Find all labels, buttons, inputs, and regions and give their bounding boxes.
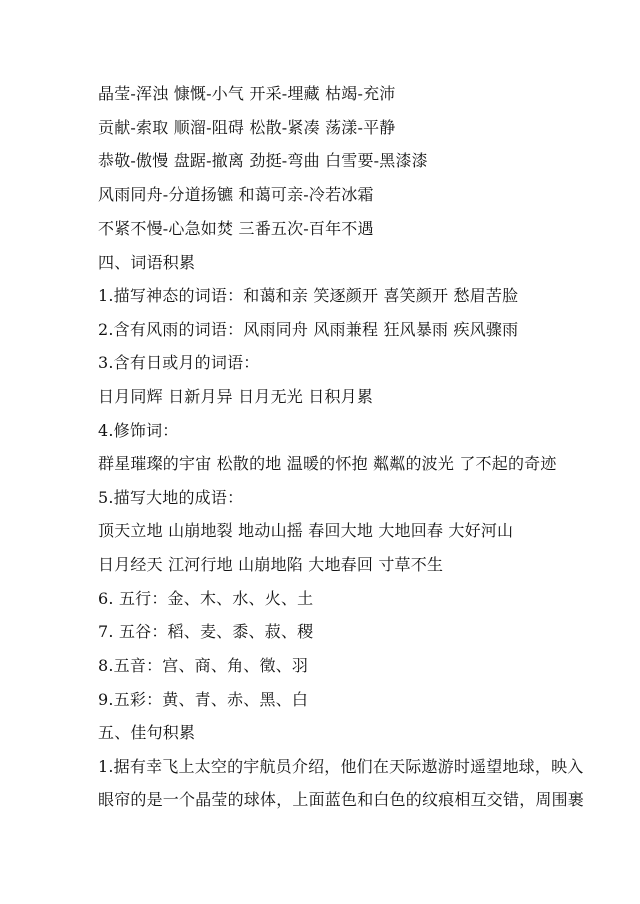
text-line: 日月同辉 日新月异 日月无光 日积月累 [98, 387, 374, 406]
text-line: 日月经天 江河行地 山崩地陷 大地春回 寸草不生 [98, 555, 444, 574]
text-line: 不紧不慢-心急如焚 三番五次-百年不遇 [98, 219, 374, 238]
text-line: 1.描写神态的词语：和蔼和亲 笑逐颜开 喜笑颜开 愁眉苦脸 [98, 286, 519, 305]
text-line: 恭敬-傲慢 盘踞-撤离 劲挺-弯曲 白雪要-黑漆漆 [98, 151, 428, 170]
text-line: 8.五音：宫、商、角、徵、羽 [98, 656, 309, 675]
text-line: 顶天立地 山崩地裂 地动山摇 春回大地 大地回春 大好河山 [98, 521, 514, 540]
text-line: 5.描写大地的成语： [98, 488, 244, 507]
text-line: 风雨同舟-分道扬镳 和蔼可亲-冷若冰霜 [98, 185, 374, 204]
text-line: 2.含有风雨的词语：风雨同舟 风雨兼程 狂风暴雨 疾风骤雨 [98, 320, 519, 339]
text-line: 3.含有日或月的词语： [98, 353, 260, 372]
text-line: 7. 五谷：稻、麦、黍、菽、稷 [98, 622, 314, 641]
text-line: 4.修饰词： [98, 421, 179, 440]
text-line: 群星璀璨的宇宙 松散的地 温暖的怀抱 粼粼的波光 了不起的奇迹 [98, 454, 557, 473]
text-line: 贡献-索取 顺溜-阻碍 松散-紧凑 荡漾-平静 [98, 118, 396, 137]
text-line: 1.据有幸飞上太空的宇航员介绍，他们在天际遨游时遥望地球，映入 [98, 757, 584, 776]
text-line: 6. 五行：金、木、水、火、土 [98, 589, 314, 608]
text-line: 晶莹-浑浊 慷慨-小气 开采-埋藏 枯竭-充沛 [98, 84, 396, 103]
text-line: 9.五彩：黄、青、赤、黑、白 [98, 690, 309, 709]
section-heading: 五、佳句积累 [98, 723, 196, 742]
text-line: 眼帘的是一个晶莹的球体，上面蓝色和白色的纹痕相互交错，周围裹 [98, 790, 585, 809]
section-heading: 四、词语积累 [98, 253, 196, 272]
